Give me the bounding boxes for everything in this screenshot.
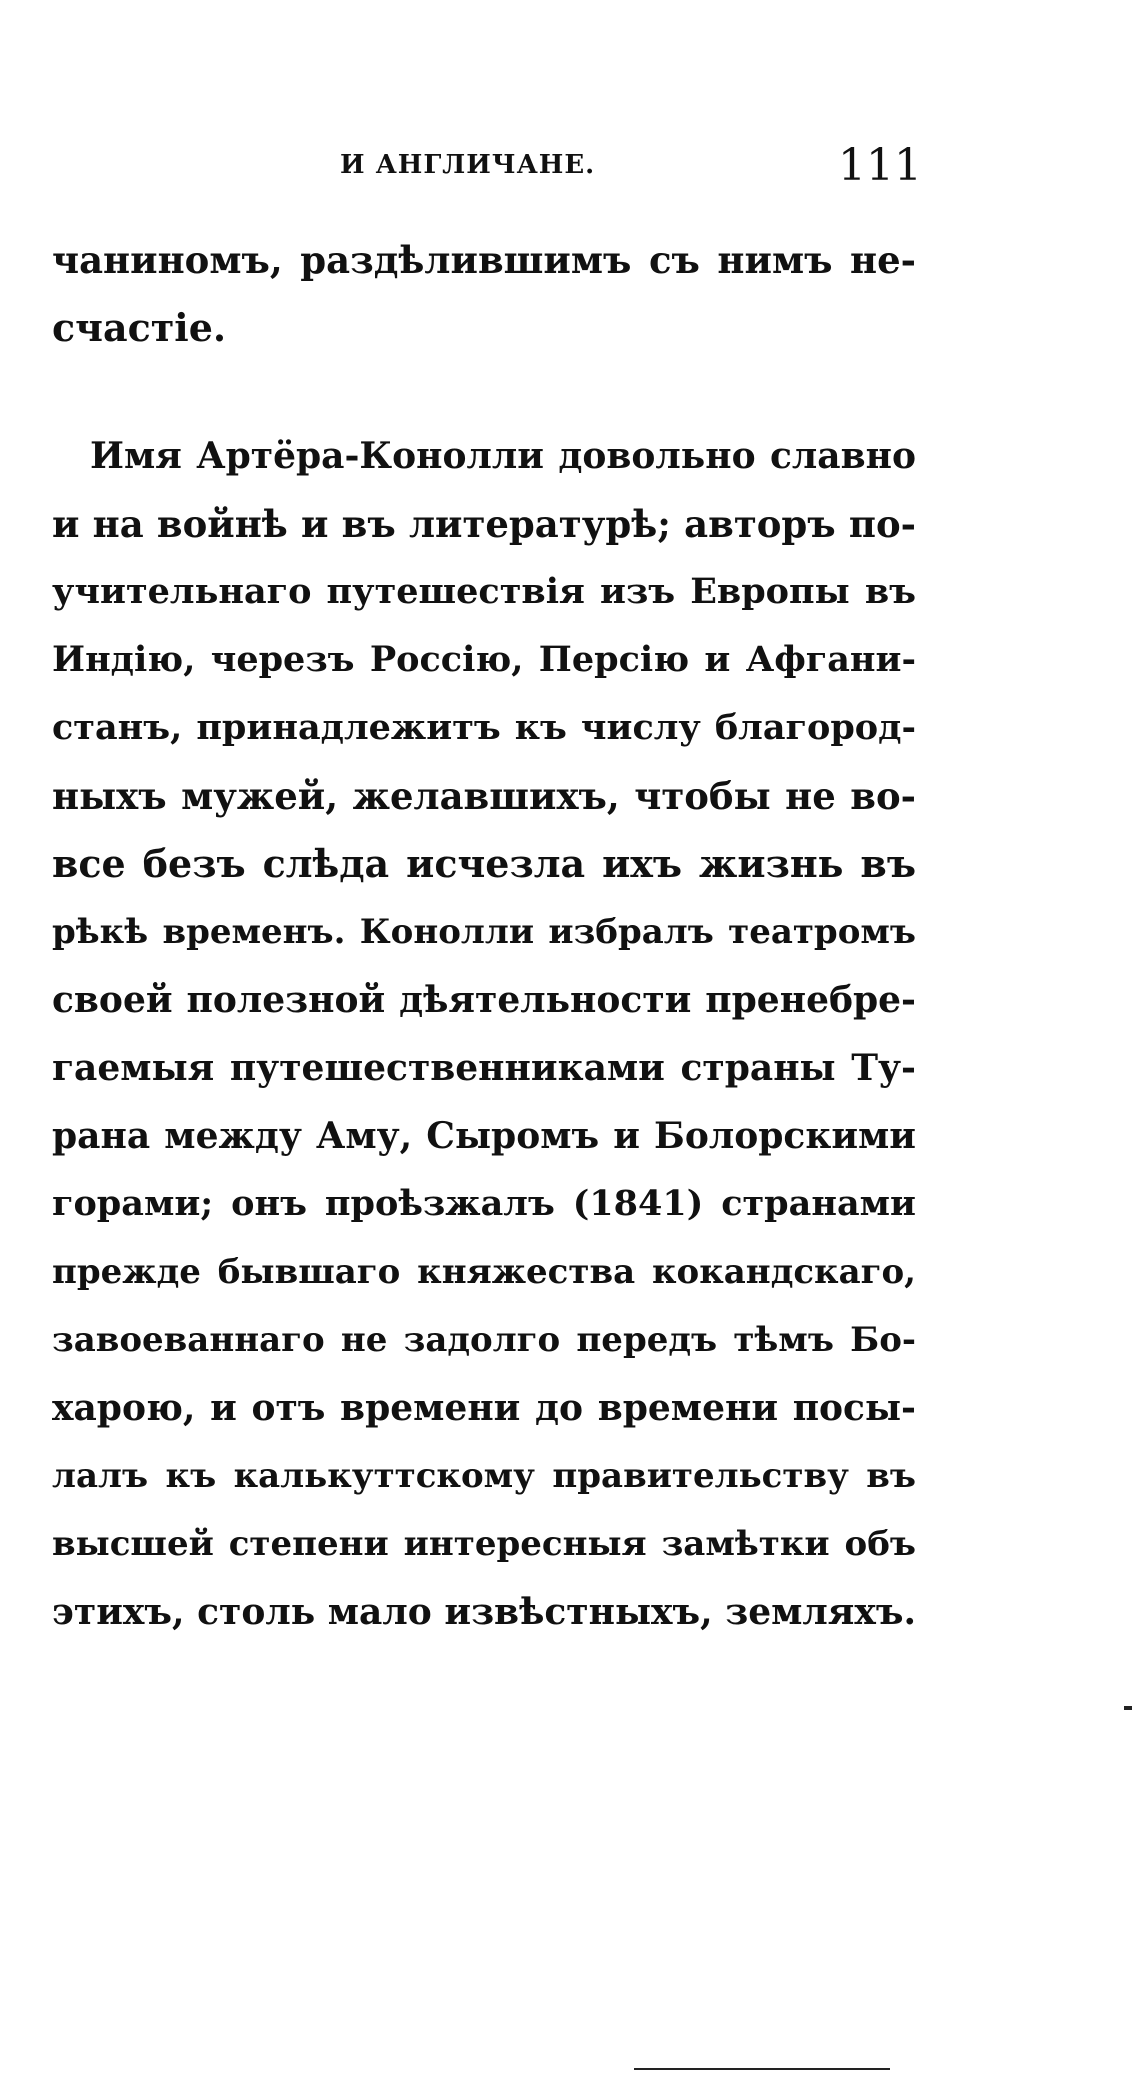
text-line: своей полезной дѣятельности пренебре-	[52, 979, 916, 1021]
paragraph-continuation	[52, 226, 916, 362]
text-line: станъ, принадлежитъ къ числу благород-	[52, 707, 916, 748]
text-line: Индію, черезъ Россію, Персію и Афгани-	[52, 639, 916, 680]
page-number: 111	[838, 140, 922, 191]
paragraph-conolly	[52, 422, 916, 1646]
text-line: все безъ слѣда исчезла ихъ жизнь въ	[52, 841, 916, 886]
text-line: чаниномъ, раздѣлившимъ съ нимъ не-	[52, 238, 916, 282]
text-line: ныхъ мужей, желавшихъ, чтобы не во-	[52, 774, 916, 818]
text-line: завоеваннаго не задолго передъ тѣмъ Бо-	[52, 1320, 916, 1360]
text-line: Имя Артёра-Конолли довольно славно	[90, 435, 916, 477]
margin-mark	[1124, 1706, 1132, 1710]
running-title: И АНГЛИЧАНЕ.	[340, 150, 596, 180]
text-line: рана между Аму, Сыромъ и Болорскими	[52, 1115, 916, 1157]
text-line: лалъ къ калькуттскому правительству въ	[52, 1456, 916, 1496]
text-line: харою, и отъ времени до времени посы-	[52, 1387, 916, 1429]
text-line: гаемыя путешественниками страны Ту-	[52, 1047, 916, 1089]
text-line: горами; онъ проѣзжалъ (1841) странами	[52, 1183, 916, 1224]
text-line: счастіе.	[52, 305, 227, 350]
text-line: высшей степени интересныя замѣтки объ	[52, 1524, 916, 1564]
text-line: рѣкѣ временъ. Конолли избралъ театромъ	[52, 912, 916, 952]
text-line: этихъ, столь мало извѣстныхъ, земляхъ.	[52, 1591, 916, 1633]
text-line: учительнаго путешествія изъ Европы въ	[52, 571, 916, 612]
text-line: и на войнѣ и въ литературѣ; авторъ по-	[52, 502, 916, 546]
footer-rule	[634, 2068, 890, 2070]
text-line: прежде бывшаго княжества кокандскаго,	[52, 1252, 916, 1292]
